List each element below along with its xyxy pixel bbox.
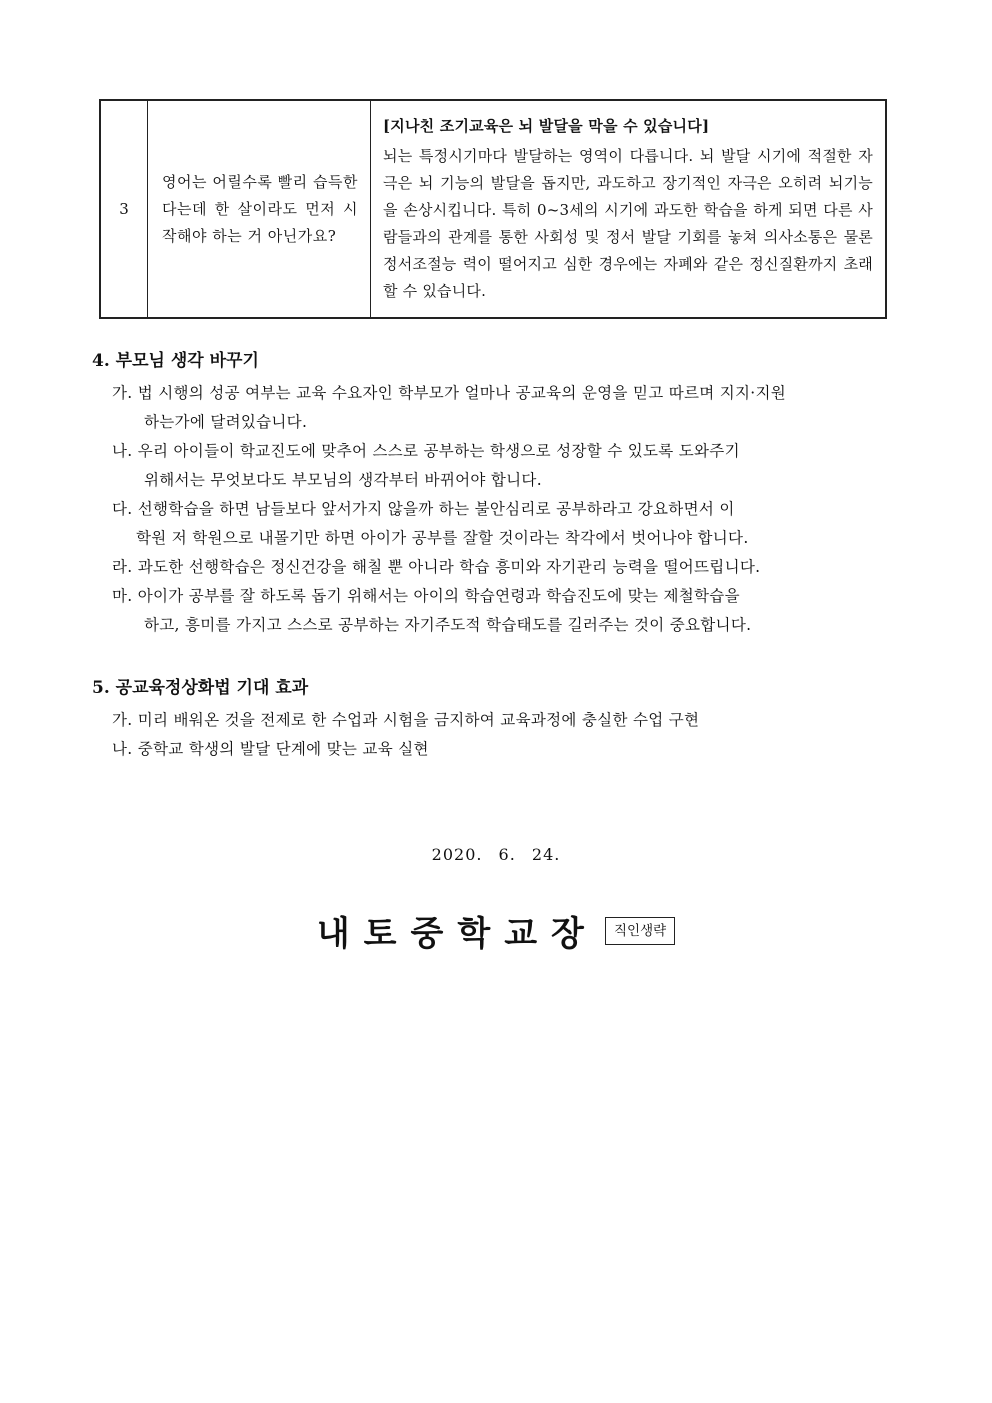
list-item: [92, 706, 900, 735]
item-text-continued: 하고, 흥미를 가지고 스스로 공부하는 자기주도적 학습태도를 길러주는 것이 중요합니다.: [144, 616, 752, 634]
item-text-continued: 하는가에 달려있습니다.: [144, 413, 308, 431]
section-expected-effects: [92, 676, 900, 764]
item-text: 중학교 학생의 발달 단계에 맞는 교육 실현: [137, 740, 429, 758]
list-item: [92, 379, 900, 437]
item-marker: 나.: [112, 442, 133, 460]
item-text: 아이가 공부를 잘 하도록 돕기 위해서는 아이의 학습연령과 학습진도에 맞는 제철학습을: [137, 587, 740, 605]
answer-body: 뇌는 특정시기마다 발달하는 영역이 다릅니다. 뇌 발달 시기에 적절한 자극은 뇌 기능의 발달을 돕지만, 과도하고 장기적인 자극은 오히려 뇌기능을 손상시킵니다. 특히 0~3세의 시기에 과도한 학습을 하게 되면 다른 사람들과의 관계를 통한 사회성 및 정서 발달 기회를 놓쳐 의사소통은 물론 정서조절능 력이 떨어지고 심한 경우에는 자폐와 같은 정신질환까지 초래 할 수 있습니다.: [383, 147, 873, 300]
principal-title: 내토중학교장: [316, 914, 598, 954]
item-text-continued: 학원 저 학원으로 내몰기만 하면 아이가 공부를 잘할 것이라는 착각에서 벗어나야 합니다.: [136, 529, 749, 547]
item-text: 우리 아이들이 학교진도에 맞추어 스스로 공부하는 학생으로 성장할 수 있도록 도와주기: [137, 442, 740, 460]
list-item: [92, 582, 900, 640]
table-row: [100, 100, 886, 318]
list-item: [92, 437, 900, 495]
section-title: 4. 부모님 생각 바꾸기: [92, 351, 259, 371]
document-date: 2020. 6. 24.: [431, 845, 561, 864]
section-parent-mindset: [92, 349, 900, 640]
list-item: [92, 735, 900, 764]
list-item: [92, 495, 900, 553]
list-item: [92, 553, 900, 582]
item-text-continued: 위해서는 무엇보다도 부모님의 생각부터 바뀌어야 합니다.: [144, 471, 542, 489]
item-marker: 라.: [112, 558, 133, 576]
section-title: 5. 공교육정상화법 기대 효과: [92, 678, 309, 698]
seal-omitted-box: 직인생략: [605, 917, 675, 945]
item-marker: 마.: [112, 587, 133, 605]
item-marker: 가.: [112, 384, 133, 402]
item-marker: 가.: [112, 711, 133, 729]
qa-table: [99, 99, 887, 319]
answer-title: [지나친 조기교육은 뇌 발달을 막을 수 있습니다]: [383, 117, 710, 135]
answer-cell: [371, 100, 887, 318]
item-marker: 다.: [112, 500, 133, 518]
item-text: 미리 배워온 것을 전제로 한 수업과 시험을 금지하여 교육과정에 충실한 수업 구현: [137, 711, 700, 729]
question-cell: 영어는 어릴수록 빨리 습득한다는데 한 살이라도 먼저 시작해야 하는 거 아닌가요?: [148, 100, 371, 318]
item-marker: 나.: [112, 740, 133, 758]
item-text: 과도한 선행학습은 정신건강을 해칠 뿐 아니라 학습 흥미와 자기관리 능력을 떨어뜨립니다.: [137, 558, 761, 576]
signature-block: [0, 906, 992, 955]
item-text: 법 시행의 성공 여부는 교육 수요자인 학부모가 얼마나 공교육의 운영을 믿고 따르며 지지·지원: [137, 384, 787, 402]
item-text: 선행학습을 하면 남들보다 앞서가지 않을까 하는 불안심리로 공부하라고 강요하면서 이: [137, 500, 735, 518]
row-number: 3: [100, 100, 148, 318]
